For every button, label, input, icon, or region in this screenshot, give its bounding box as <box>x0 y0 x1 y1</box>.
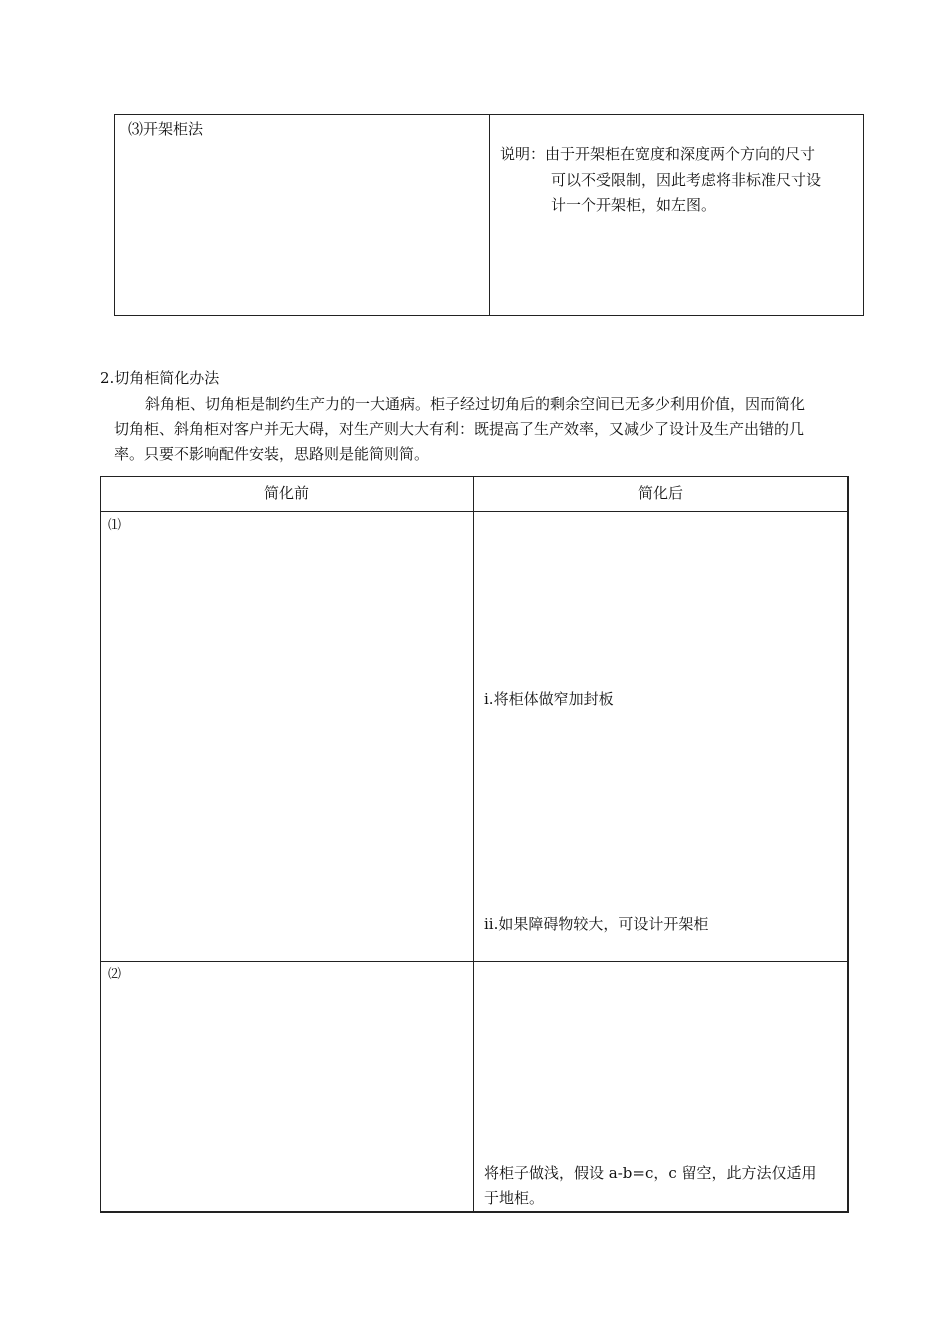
row2-after-line-1: 将柜子做浅，假设 a-b=c，c 留空，此方法仅适用 <box>484 1164 817 1182</box>
row2-after-line-2: 于地柜。 <box>484 1189 545 1207</box>
note-line-3: 计一个开架柜，如左图。 <box>551 196 717 214</box>
comparison-table <box>100 476 849 1213</box>
header-row-divider <box>100 511 849 512</box>
top-table-divider <box>489 114 490 316</box>
note-line-1: 说明：由于开架柜在宽度和深度两个方向的尺寸 <box>500 145 816 163</box>
table-column-divider <box>473 476 474 1213</box>
note-line-2: 可以不受限制，因此考虑将非标准尺寸设 <box>551 171 822 189</box>
paragraph-line-1: 斜角柜、切角柜是制约生产力的一大通病。柜子经过切角后的剩余空间已无多少利用价值，因而简化 <box>145 395 806 413</box>
row1-after-i: i.将柜体做窄加封板 <box>484 690 614 708</box>
row-divider <box>100 961 849 962</box>
row1-label: ⑴ <box>108 518 122 533</box>
header-after: 简化后 <box>637 484 683 502</box>
section-heading: 2.切角柜简化办法 <box>100 369 220 387</box>
header-before: 简化前 <box>263 484 309 502</box>
paragraph-line-2: 切角柜、斜角柜对客户并无大碍，对生产则大大有利：既提高了生产效率，又减少了设计及生产出错的几 <box>114 420 805 438</box>
paragraph-line-3: 率。只要不影响配件安装，思路则是能简则简。 <box>114 445 430 463</box>
row1-after-ii: ii.如果障碍物较大，可设计开架柜 <box>484 915 709 933</box>
open-shelf-method-label: ⑶开架柜法 <box>128 120 204 138</box>
row2-label: ⑵ <box>108 967 122 982</box>
